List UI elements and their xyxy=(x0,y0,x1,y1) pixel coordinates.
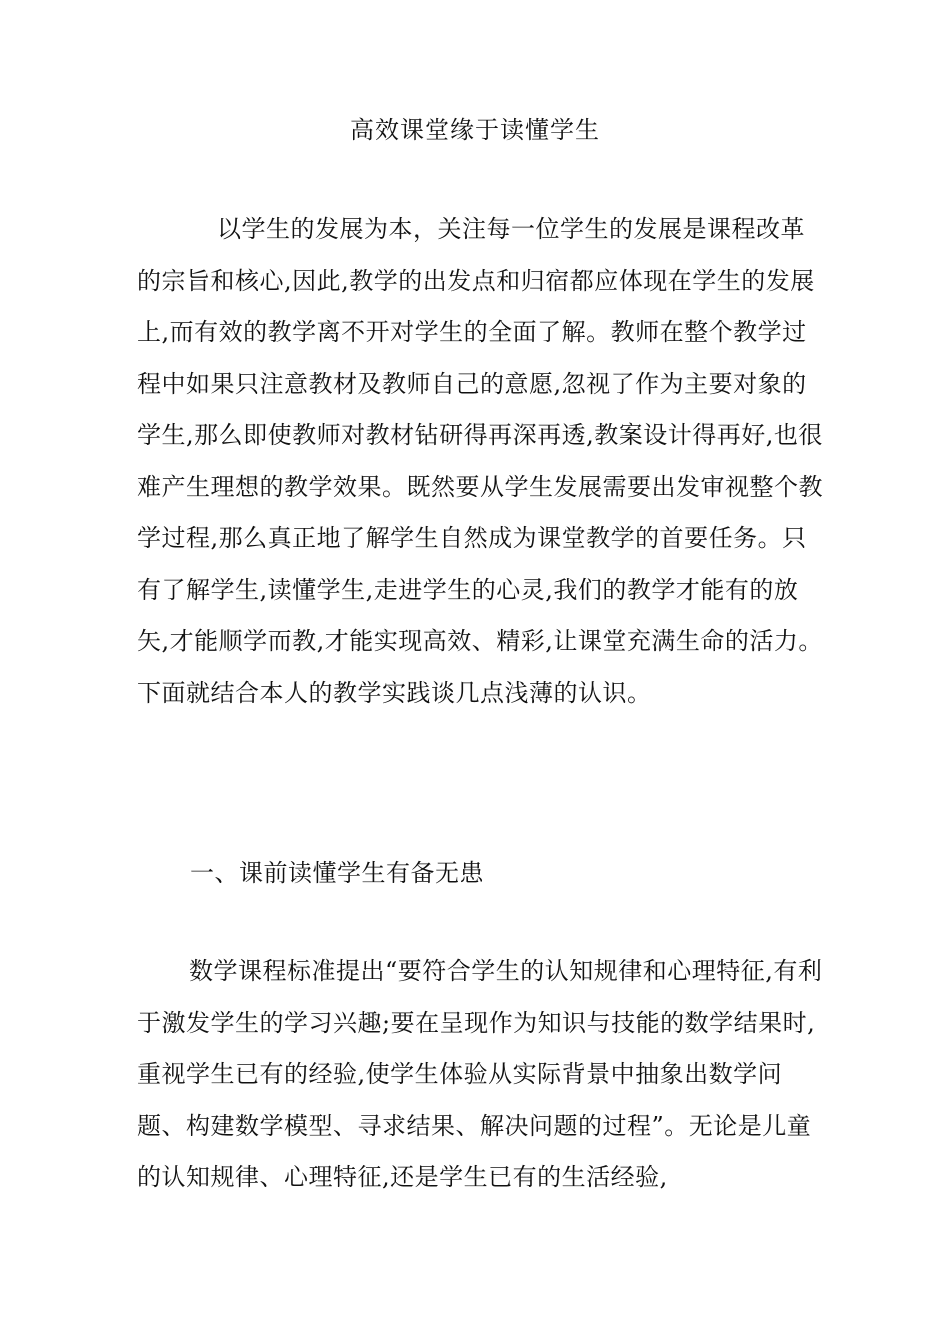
intro-paragraph: 以学生的发展为本，关注每一位学生的发展是课程改革的宗旨和核心,因此,教学的出发点和归宿都应体现在学生的发展上,而有效的教学离不开对学生的全面了解。教师在整个教学过程中如果只注意教材及教师自己的意愿,忽视了作为主要对象的学生,那么即使教师对教材钻研得再深再透,教案设计得再好,也很难产生理想的教学效果。既然要从学生发展需要出发审视整个教学过程,那么真正地了解学生自然成为课堂教学的首要任务。只有了解学生,读懂学生,走进学生的心灵,我们的教学才能有的放矢,才能顺学而教,才能实现高效、精彩,让课堂充满生命的活力。下面就结合本人的教学实践谈几点浅薄的认识。 xyxy=(137,215,823,707)
section-heading: 一、课前读懂学生有备无患 xyxy=(190,859,484,887)
document-title: 高效课堂缘于读懂学生 xyxy=(350,116,600,144)
section-paragraph: 数学课程标准提出“要符合学生的认知规律和心理特征,有利于激发学生的学习兴趣;要在呈现作为知识与技能的数学结果时,重视学生已有的经验,使学生体验从实际背景中抽象出数学问题、构建数学模型、寻求结果、解决问题的过程”。无论是儿童的认知规律、心理特征,还是学生已有的生活经验, xyxy=(137,957,823,1191)
